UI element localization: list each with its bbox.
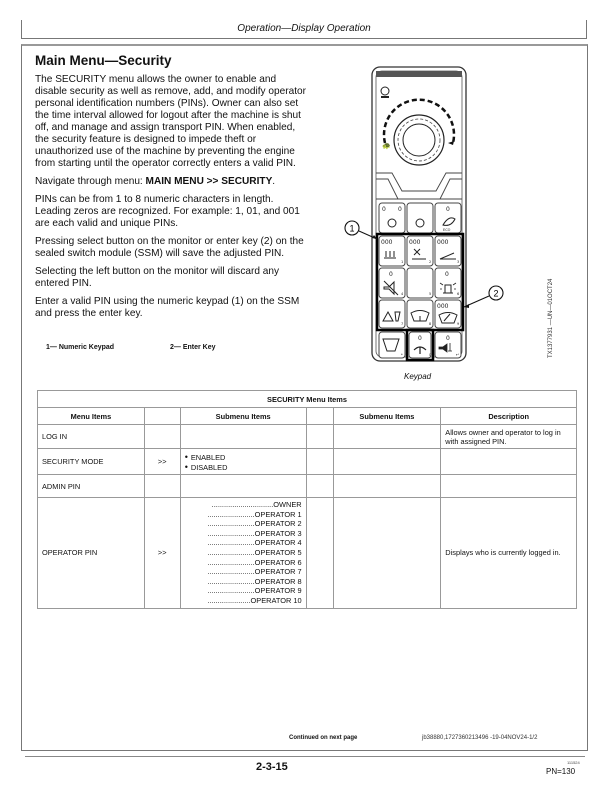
table-row (38, 449, 577, 475)
svg-text:0: 0 (445, 271, 449, 278)
continued-note: Continued on next page (289, 735, 358, 741)
pn-number: PN=130 (546, 767, 576, 776)
page-title: Main Menu—Security (35, 53, 172, 68)
option-enabled: • ENABLED (185, 452, 302, 462)
figure-caption: Keypad (404, 372, 432, 381)
reference-code: jb38880,1727360213496 -19-04NOV24-1/2 (422, 735, 538, 741)
navigate-paragraph: Navigate through menu: MAIN MENU >> SECURITY. (35, 176, 276, 187)
menu-item: OPERATOR PIN (38, 498, 145, 609)
svg-text:8: 8 (429, 322, 432, 326)
menu-item: LOG IN (38, 425, 145, 449)
security-mode-options (185, 452, 302, 472)
description: Displays who is currently logged in. (441, 498, 577, 609)
keypad-figure (340, 65, 520, 370)
legend-item-1: 1— Numeric Keypad (46, 344, 115, 351)
table-row (38, 425, 577, 449)
body-text (35, 74, 310, 326)
svg-text:2: 2 (493, 288, 499, 299)
svg-text:2: 2 (429, 260, 432, 264)
svg-text:000: 000 (409, 239, 421, 246)
pin-length-paragraph: PINs can be from 1 to 8 numeric characters in length. Leading zeros are recognized. For example: 1, 01, and 001 are each valid and unique PINs. (35, 194, 300, 229)
svg-text:0: 0 (382, 206, 386, 213)
option-disabled: • DISABLED (185, 462, 302, 472)
section-title: Operation—Display Operation (237, 23, 371, 34)
save-pin-paragraph: Pressing select button on the monitor or enter key (2) on the sealed switch module (SSM) will save the adjusted PIN. (35, 236, 304, 259)
table-title: SECURITY Menu Items (38, 391, 577, 408)
svg-text:000: 000 (437, 303, 449, 310)
col-header-submenu-2: Submenu Items (333, 408, 441, 425)
footer-divider (25, 756, 585, 757)
svg-text:0: 0 (429, 353, 432, 357)
svg-text:0: 0 (446, 206, 450, 213)
security-menu-table (37, 390, 577, 609)
svg-text:0: 0 (446, 335, 450, 342)
page-number: 2-3-15 (256, 761, 288, 773)
menu-path: MAIN MENU >> SECURITY (145, 176, 273, 187)
col-header-arrow-2 (306, 408, 333, 425)
table-row (38, 475, 577, 498)
operator-list: ..............................OWNER .......................OPERATOR 1 .......................OPERATOR 2 .......................OPERATOR 3 .......................OPERATOR 4 .......................OPERATOR 5 .......................OPERATOR 6 .......................OPERATOR 7 .......................OPERATOR 8 .......................OPERATOR 9 .....................OPERATOR 10 (180, 498, 306, 609)
svg-text:000: 000 (437, 239, 449, 246)
table-header-row (38, 408, 577, 425)
svg-text:4: 4 (401, 292, 404, 296)
table-row (38, 498, 577, 609)
submenu-arrow: >> (144, 449, 180, 475)
col-header-description: Description (441, 408, 577, 425)
col-header-arrow (144, 408, 180, 425)
enter-pin-paragraph: Enter a valid PIN using the numeric keypad (1) on the SSM and press the enter key. (35, 296, 300, 319)
description: Allows owner and operator to log in with assigned PIN. (441, 425, 577, 449)
svg-text:0: 0 (398, 206, 402, 213)
svg-text:6: 6 (457, 292, 460, 296)
callout-2 (464, 286, 503, 308)
col-header-submenu-1: Submenu Items (180, 408, 306, 425)
image-code: TX1377931 —UN—01OCT24 (548, 278, 554, 358)
page-header (21, 20, 587, 39)
svg-text:🐢: 🐢 (382, 142, 391, 150)
intro-paragraph: The SECURITY menu allows the owner to enable and disable security as well as remove, add, and modify operator personal identification numbers (PINs). Owner can also set the time interval allowed for logout after the machine is shut off, and manage and assign transport PIN. When enabled, the security feature is designed to impede theft or unauthorized use of the machine by preventing the engine from starting until the operator correctly enters a valid PIN. (35, 74, 306, 169)
menu-item: ADMIN PIN (38, 475, 145, 498)
discard-pin-paragraph: Selecting the left button on the monitor will discard any entered PIN. (35, 266, 280, 289)
legend-item-2: 2— Enter Key (170, 344, 216, 351)
svg-text:5: 5 (429, 292, 432, 296)
svg-text:9: 9 (457, 322, 460, 326)
svg-text:1: 1 (349, 223, 355, 234)
submenu-arrow: >> (144, 498, 180, 609)
svg-text:3: 3 (457, 260, 460, 264)
svg-text:ECO: ECO (443, 228, 451, 232)
svg-text:↵: ↵ (456, 352, 460, 357)
table-title-row (38, 391, 577, 408)
svg-text:000: 000 (381, 239, 393, 246)
keypad-illustration (340, 65, 520, 365)
svg-text:1: 1 (401, 260, 404, 264)
menu-item: SECURITY MODE (38, 449, 145, 475)
svg-text:7: 7 (401, 322, 404, 326)
svg-text:0: 0 (389, 271, 393, 278)
svg-text:*: * (401, 353, 403, 357)
date-code: 111524 (567, 760, 580, 765)
svg-text:0: 0 (418, 335, 422, 342)
col-header-menu-items: Menu Items (38, 408, 145, 425)
